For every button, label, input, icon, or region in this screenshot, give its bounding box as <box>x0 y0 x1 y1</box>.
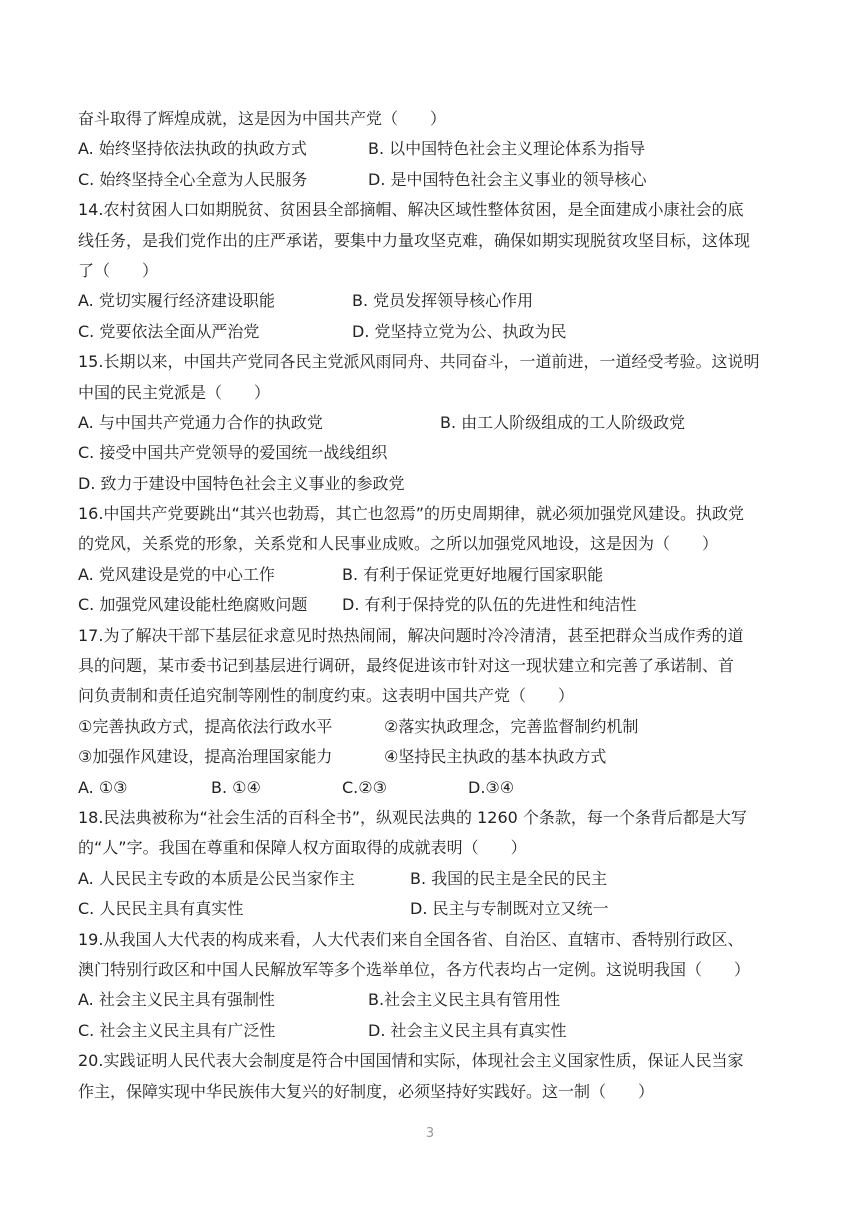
page-number: 3 <box>425 1126 435 1141</box>
option-d[interactable]: D. 民主与专制既对立又统一 <box>410 899 609 919</box>
question-19-options-row-2 <box>78 1016 790 1046</box>
question-15-stem-line-1: 15.长期以来，中国共产党同各民主党派风雨同舟、共同奋斗，一道前进，一道经受考验。这说明 <box>78 352 760 372</box>
option-b[interactable]: B. 由工人阶级组成的工人阶级政党 <box>440 412 686 432</box>
option-c[interactable]: C. 党要依法全面从严治党 <box>78 321 260 341</box>
option-b[interactable]: B.社会主义民主具有管用性 <box>368 990 561 1010</box>
option-c[interactable]: C. 接受中国共产党领导的爱国统一战线组织 <box>78 443 388 463</box>
question-14-options-row-1 <box>78 286 790 316</box>
statement-3: ③加强作风建设，提高治理国家能力 <box>78 747 333 767</box>
question-13-options-row-2 <box>78 165 790 195</box>
option-b[interactable]: B. 我国的民主是全民的民主 <box>410 868 608 888</box>
option-d[interactable]: D.③④ <box>468 777 515 797</box>
option-a[interactable]: A. 党切实履行经济建设职能 <box>78 291 275 311</box>
option-a[interactable]: A. 始终坚持依法执政的执政方式 <box>78 139 307 159</box>
option-d[interactable]: D. 有利于保持党的队伍的先进性和纯洁性 <box>342 595 637 615</box>
question-17-stem-line-2: 具的问题，某市委书记到基层进行调研，最终促进该市针对这一现状建立和完善了承诺制、首 <box>78 656 735 676</box>
option-a[interactable]: A. 与中国共产党通力合作的执政党 <box>78 412 323 432</box>
question-20-stem-line-2: 作主，保障实现中华民族伟大复兴的好制度，必须坚持好实践好。这一制（ ） <box>78 1081 655 1101</box>
question-17-statements-row-2 <box>78 742 790 772</box>
option-d[interactable]: D. 致力于建设中国特色社会主义事业的参政党 <box>78 473 405 493</box>
question-14-options-row-2 <box>78 317 790 347</box>
question-18-options-row-1 <box>78 864 790 894</box>
option-b[interactable]: B. 党员发挥领导核心作用 <box>352 291 534 311</box>
statement-4: ④坚持民主执政的基本执政方式 <box>384 747 607 767</box>
question-16-options-row-2 <box>78 590 790 620</box>
question-15-stem-line-2: 中国的民主党派是（ ） <box>78 382 271 402</box>
option-b[interactable]: B. 以中国特色社会主义理论体系为指导 <box>368 139 646 159</box>
question-17-options-row <box>78 773 790 803</box>
question-16-stem-line-1: 16.中国共产党要跳出“其兴也勃焉，其亡也忽焉”的历史周期律，就必须加强党风建设。执政党 <box>78 504 745 524</box>
question-14-stem-line-1: 14.农村贫困人口如期脱贫、贫困县全部摘帽、解决区域性整体贫困，是全面建成小康社会的底 <box>78 200 744 220</box>
question-19-stem-line-1: 19.从我国人大代表的构成来看，人大代表们来自全国各省、自治区、直辖市、香特别行政区、 <box>78 929 744 949</box>
option-c[interactable]: C. 始终坚持全心全意为人民服务 <box>78 169 308 189</box>
option-d[interactable]: D. 党坚持立党为公、执政为民 <box>352 321 567 341</box>
option-c[interactable]: C. 加强党风建设能杜绝腐败问题 <box>78 595 308 615</box>
option-d[interactable]: D. 社会主义民主具有真实性 <box>368 1020 567 1040</box>
option-a[interactable]: A. 党风建设是党的中心工作 <box>78 564 275 584</box>
question-14-stem-line-2: 线任务，是我们党作出的庄严承诺，要集中力量攻坚克难，确保如期实现脱贫攻坚目标，这体现 <box>78 230 751 250</box>
question-14-stem-line-3: 了（ ） <box>78 260 159 280</box>
statement-2: ②落实执政理念，完善监督制约机制 <box>384 716 639 736</box>
question-17-statements-row-1 <box>78 712 790 742</box>
option-d[interactable]: D. 是中国特色社会主义事业的领导核心 <box>368 169 647 189</box>
question-18-stem-line-1: 18.民法典被称为“社会生活的百科全书”，纵观民法典的 1260 个条款，每一个条背后都是大写 <box>78 807 747 827</box>
question-20-stem-line-1: 20.实践证明人民代表大会制度是符合中国国情和实际，体现社会主义国家性质，保证人民当家 <box>78 1051 744 1071</box>
statement-1: ①完善执政方式，提高依法行政水平 <box>78 716 333 736</box>
question-18-options-row-2 <box>78 894 790 924</box>
question-17-stem-line-3: 问负责制和责任追究制等刚性的制度约束。这表明中国共产党（ ） <box>78 686 575 706</box>
question-18-stem-line-2: 的“人”字。我国在尊重和保障人权方面取得的成就表明（ ） <box>78 838 527 858</box>
question-13-options-row-1 <box>78 134 790 164</box>
option-b[interactable]: B. ①④ <box>211 777 261 797</box>
option-a[interactable]: A. 人民民主专政的本质是公民当家作主 <box>78 868 355 888</box>
page-content <box>78 104 790 1107</box>
option-b[interactable]: B. 有利于保证党更好地履行国家职能 <box>342 564 604 584</box>
option-c[interactable]: C. 人民民主具有真实性 <box>78 899 244 919</box>
question-17-stem-line-1: 17.为了解决干部下基层征求意见时热热闹闹，解决问题时冷冷清清，甚至把群众当成作秀的道 <box>78 625 744 645</box>
option-a[interactable]: A. 社会主义民主具有强制性 <box>78 990 275 1010</box>
question-16-options-row-1 <box>78 560 790 590</box>
option-a[interactable]: A. ①③ <box>78 777 128 797</box>
question-15-options-row-1 <box>78 408 790 438</box>
option-c[interactable]: C. 社会主义民主具有广泛性 <box>78 1020 276 1040</box>
option-c[interactable]: C.②③ <box>342 777 387 797</box>
question-19-options-row-1 <box>78 985 790 1015</box>
question-19-stem-line-2: 澳门特别行政区和中国人民解放军等多个选举单位，各方代表均占一定例。这说明我国（ ） <box>78 959 751 979</box>
question-13-stem: 奋斗取得了辉煌成就，这是因为中国共产党（ ） <box>78 109 447 128</box>
question-16-stem-line-2: 的党风，关系党的形象，关系党和人民事业成败。之所以加强党风地设，这是因为（ ） <box>78 534 719 554</box>
